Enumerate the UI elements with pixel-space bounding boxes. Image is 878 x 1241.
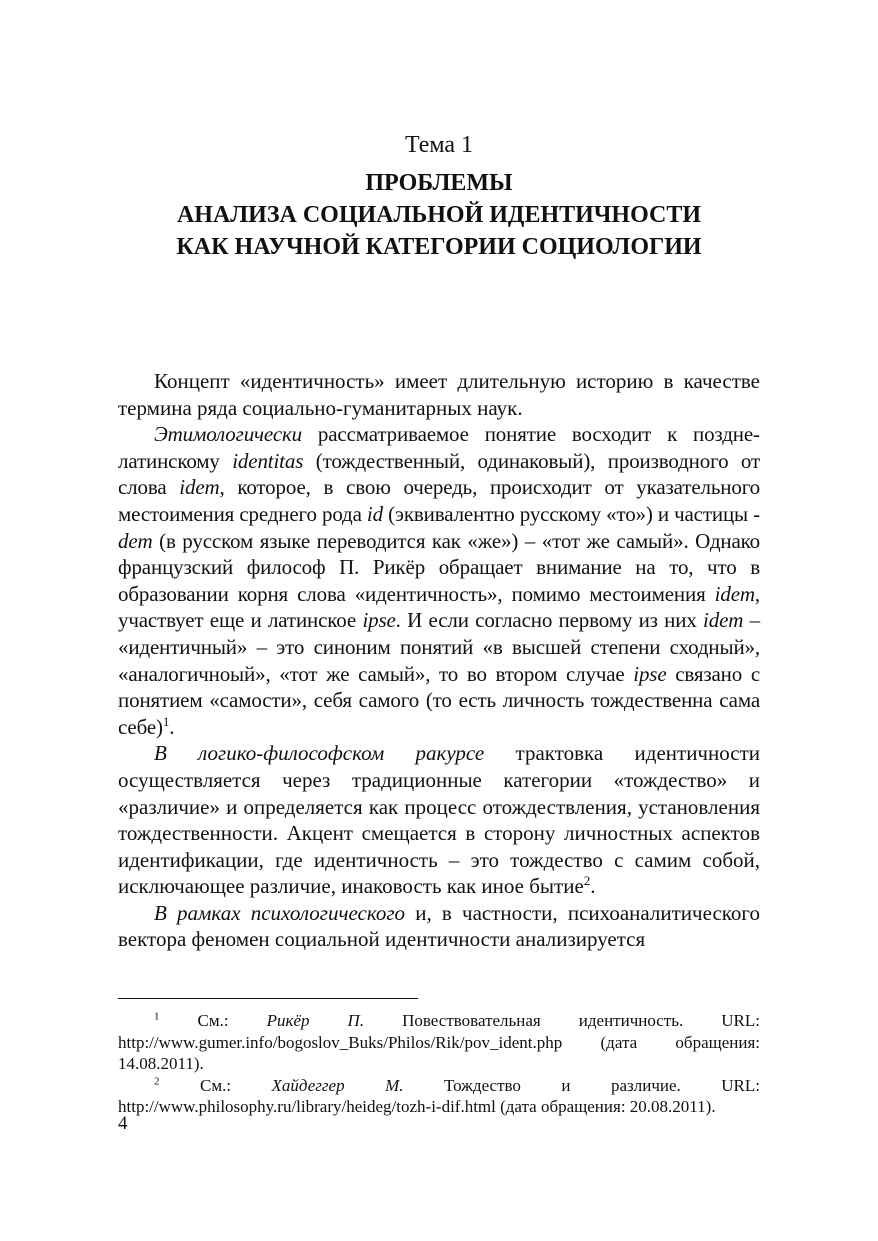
footnote-2	[118, 1075, 760, 1118]
footnote-ref-2: 2	[583, 873, 591, 889]
footnote-ref-1: 1	[162, 713, 170, 729]
italic-term: Этимологически	[154, 422, 303, 447]
footnote-prefix: См.:	[159, 1011, 267, 1030]
italic-term: identitas	[232, 448, 304, 473]
paragraph-text: и, в частности, психоаналитического вектора феномен социальной идентичности анализируется	[118, 900, 760, 952]
footnote-text: Повествовательная идентичность. URL: http://www.gumer.info/bogoslov_Buks/Philos/Rik/pov_ident.php (дата обращения: 14.08.2011).	[118, 1011, 760, 1073]
paragraph-text: , участвует еще и латинское	[118, 581, 760, 633]
footnote-author: Хайдеггер М.	[271, 1075, 404, 1095]
paragraph-text: (эквивалентно русскому «то») и частицы -	[382, 501, 761, 526]
italic-term: В рамках психологического	[154, 900, 406, 925]
footnotes	[118, 1010, 760, 1118]
paragraph-text: трактовка идентичности осуществляется через традиционные категории «тождество» и «различие» и определяется как процесс отождествления, установления тождественности. Акцент смещается в сторону личностных аспектов идентификации, где идентичность – это тождество с самим собой, исключающее различие, инаковость как иное бытие	[118, 741, 760, 899]
paragraph-1: Концепт «идентичность» имеет длительную историю в качестве термина ряда социально-гуманитарных наук.	[118, 369, 760, 420]
footnote-number: 1	[154, 1010, 160, 1023]
italic-term: В логико-философском ракурсе	[154, 741, 485, 766]
italic-term: idem	[703, 608, 744, 633]
paragraph-text: , которое, в свою очередь, происходит от указательного местоимения среднего рода	[118, 475, 760, 526]
chapter-title-line-2: АНАЛИЗА СОЦИАЛЬНОЙ ИДЕНТИЧНОСТИ	[176, 202, 702, 228]
paragraph-text: связано с понятием «самости», себя самого (то есть личность тождественна сама себе)	[118, 661, 760, 739]
paragraph-text: рассматриваемое понятие восходит к позднелатинскому	[118, 422, 760, 473]
footnote-number: 2	[154, 1074, 160, 1087]
paragraph-text: (тождественный, одинаковый), производного от слова	[118, 448, 761, 500]
italic-term: ipse	[633, 661, 667, 686]
page-number: 4	[118, 1113, 128, 1134]
paragraph-4	[118, 900, 760, 953]
italic-term: idem	[179, 475, 220, 500]
footnote-prefix: См.:	[159, 1075, 272, 1095]
body-text	[118, 368, 760, 953]
paragraph-text: – «идентичный» – это синоним понятий «в высшей степени сходный», «аналогичноый», «тот же самый», то во втором случае	[118, 608, 760, 686]
chapter-title-line-3: КАК НАУЧНОЙ КАТЕГОРИИ СОЦИОЛОГИИ	[176, 234, 702, 260]
chapter-title-line-1: ПРОБЛЕМЫ	[365, 170, 513, 196]
footnote-text: Тождество и различие. URL: http://www.philosophy.ru/library/heideg/tozh-i-dif.html (дата обращения: 20.08.2011).	[118, 1075, 760, 1116]
italic-term: id	[366, 501, 383, 526]
italic-term: idem	[714, 581, 755, 606]
paragraph-2	[118, 421, 760, 740]
paragraph-text: .	[590, 874, 596, 899]
paragraph-text: (в русском языке переводится как «же») – «тот же самый». Однако французский философ П. Рикёр обращает внимание на то, что в образовании корня слова «идентичность», помимо местоимения	[118, 528, 760, 606]
italic-term: ipse	[362, 608, 396, 633]
italic-term: dem	[118, 528, 153, 553]
footnote-author: Рикёр П.	[266, 1011, 365, 1030]
footnote-separator	[118, 998, 418, 999]
paragraph-text: . И если согласно первому из них	[395, 608, 704, 633]
topic-label: Тема 1	[404, 132, 474, 158]
paragraph-text: .	[169, 714, 175, 739]
paragraph-3	[118, 740, 760, 900]
footnote-1	[118, 1010, 760, 1075]
